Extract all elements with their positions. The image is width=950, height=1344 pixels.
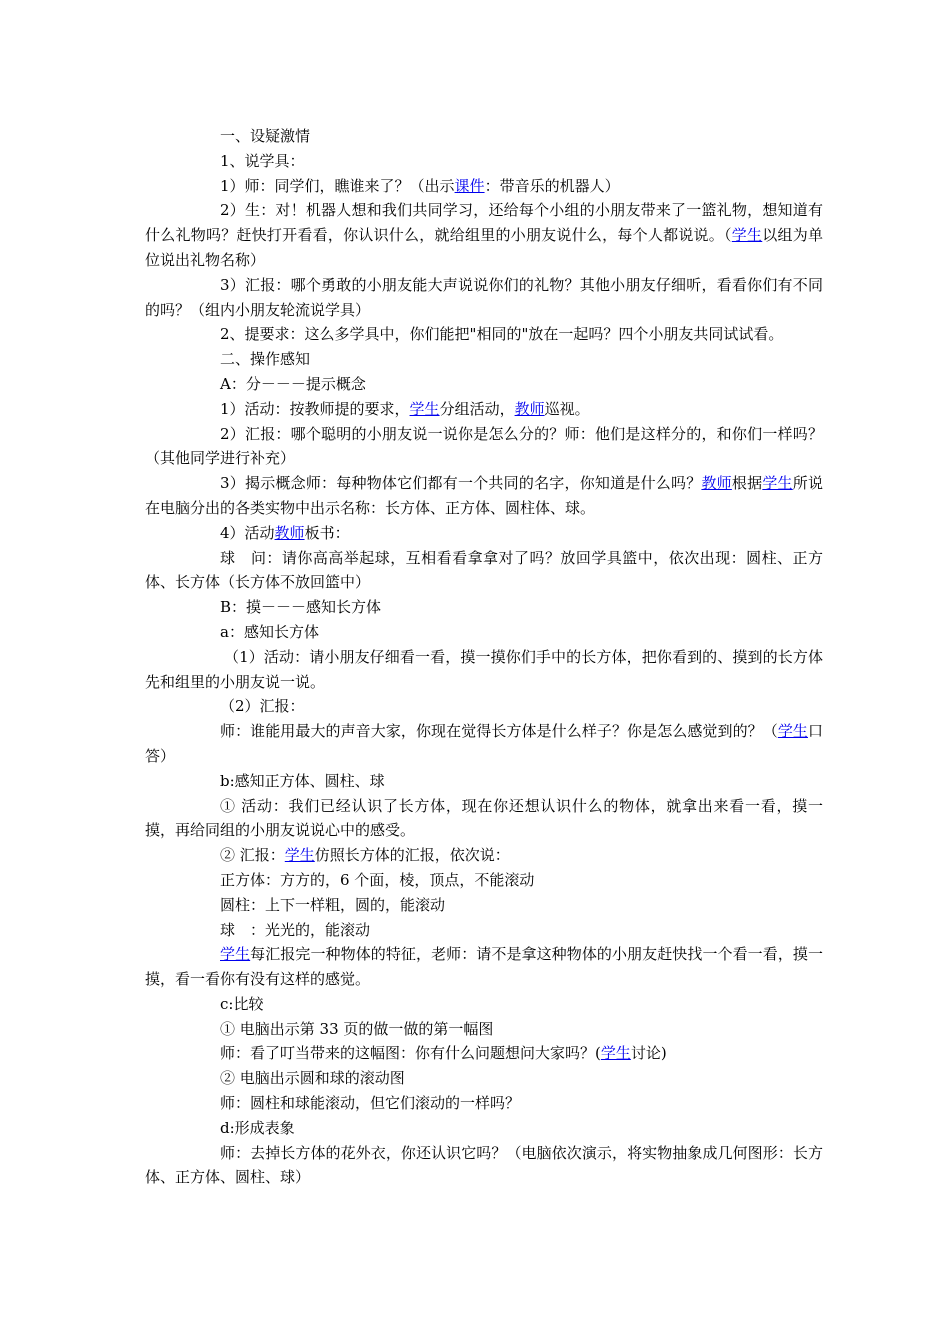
paragraph: [145, 521, 823, 546]
text-run: ① 电脑出示第 33 页的做一做的第一幅图: [220, 1019, 494, 1038]
document-body: [145, 124, 823, 1190]
text-run: 球 问：请你高高举起球，互相看看拿拿对了吗？放回学具篮中，依次出现：圆柱、正方体、长方体（长方体不放回篮中）: [145, 548, 823, 592]
paragraph: [145, 719, 823, 769]
text-run: 分组活动，: [439, 399, 515, 418]
paragraph: [145, 1141, 823, 1191]
hyperlink[interactable]: 学生: [220, 945, 251, 964]
paragraph: [145, 422, 823, 472]
paragraph: [145, 124, 823, 149]
text-run: 所说在电脑分出的各类实物中出示名称：长方体、正方体、圆柱体、球。: [145, 474, 823, 517]
paragraph: [145, 868, 823, 893]
text-run: 讨论): [630, 1044, 667, 1063]
paragraph: [145, 322, 823, 347]
text-run: 师：看了叮当带来的这幅图：你有什么问题想问大家吗？(: [220, 1044, 601, 1063]
hyperlink[interactable]: 学生: [409, 399, 440, 418]
text-run: 1）活动：按教师提的要求，: [220, 399, 410, 418]
paragraph: [145, 694, 823, 719]
text-run: 球 ：光光的，能滚动: [220, 920, 371, 939]
text-run: 3）汇报：哪个勇敢的小朋友能大声说说你们的礼物？其他小朋友仔细听，看看你们有不同的吗？（组内小朋友轮流说学具）: [145, 275, 823, 319]
text-run: 2）生：对！机器人想和我们共同学习，还给每个小组的小朋友带来了一篮礼物，想知道有什么礼物吗？赶快打开看看，你认识什么，就给组里的小朋友说什么，每个人都说说。（: [145, 201, 823, 245]
paragraph: [145, 843, 823, 868]
text-run: 4）活动: [220, 523, 275, 542]
hyperlink[interactable]: 学生: [600, 1044, 631, 1063]
hyperlink[interactable]: 学生: [284, 846, 315, 865]
paragraph: [145, 1066, 823, 1091]
paragraph: [145, 918, 823, 943]
text-run: 3）揭示概念师：每种物体它们都有一个共同的名字，你知道是什么吗？: [220, 474, 702, 493]
text-run: 1、说学具：: [220, 151, 305, 170]
text-run: 一、设疑激情: [220, 127, 311, 145]
text-run: 以组为单位说出礼物名称）: [145, 226, 823, 269]
text-run: （2）汇报：: [220, 697, 305, 716]
paragraph: [145, 794, 823, 844]
text-run: （1）活动：请小朋友仔细看一看，摸一摸你们手中的长方体，把你看到的、摸到的长方体先和组里的小朋友说一说。: [145, 647, 823, 691]
text-run: B：摸－－－感知长方体: [220, 598, 382, 617]
text-run: 根据: [731, 474, 763, 493]
text-run: ① 活动：我们已经认识了长方体，现在你还想认识什么的物体，就拿出来看一看，摸一摸，再给同组的小朋友说说心中的感受。: [145, 796, 823, 840]
text-run: 师：谁能用最大的声音大家，你现在觉得长方体是什么样子？你是怎么感觉到的？（: [220, 722, 778, 741]
text-run: 二、操作感知: [220, 350, 311, 369]
paragraph: [145, 992, 823, 1017]
paragraph: [145, 273, 823, 323]
paragraph: [145, 893, 823, 918]
text-run: 每汇报完一种物体的特征，老师：请不是拿这种物体的小朋友赶快找一个看一看，摸一摸，看一看你有没有这样的感觉。: [145, 945, 823, 989]
text-run: ② 汇报：: [220, 846, 285, 865]
paragraph: [145, 942, 823, 992]
paragraph: [145, 174, 823, 199]
paragraph: [145, 1116, 823, 1141]
hyperlink[interactable]: 教师: [701, 474, 732, 493]
text-run: 师：圆柱和球能滚动，但它们滚动的一样吗？: [220, 1094, 521, 1113]
text-run: 正方体：方方的，6 个面，棱，顶点，不能滚动: [220, 870, 535, 889]
text-run: A：分－－－提示概念: [220, 374, 366, 393]
paragraph: [145, 372, 823, 397]
paragraph: [145, 149, 823, 174]
paragraph: [145, 645, 823, 695]
text-run: 1）师：同学们，瞧谁来了？（出示: [220, 176, 455, 195]
paragraph: [145, 198, 823, 272]
text-run: c:比较: [220, 994, 264, 1013]
text-run: 仿照长方体的汇报，依次说：: [314, 846, 510, 865]
text-run: 巡视。: [544, 399, 590, 418]
paragraph: [145, 1091, 823, 1116]
text-run: 2、提要求：这么多学具中，你们能把"相同的"放在一起吗？四个小朋友共同试试看。: [220, 325, 784, 344]
text-run: ：带音乐的机器人）: [484, 176, 620, 195]
text-run: d:形成表象: [220, 1118, 295, 1137]
paragraph: [145, 1017, 823, 1042]
hyperlink[interactable]: 学生: [777, 722, 808, 741]
text-run: ② 电脑出示圆和球的滚动图: [220, 1069, 405, 1088]
paragraph: [145, 471, 823, 521]
text-run: 圆柱：上下一样粗，圆的，能滚动: [220, 895, 446, 914]
paragraph: [145, 769, 823, 794]
text-run: a：感知长方体: [220, 622, 319, 641]
text-run: 板书：: [304, 523, 350, 542]
text-run: 2）汇报：哪个聪明的小朋友说一说你是怎么分的？师：他们是这样分的，和你们一样吗？（其他同学进行补充）: [145, 424, 823, 468]
paragraph: [145, 347, 823, 372]
hyperlink[interactable]: 课件: [454, 176, 485, 195]
text-run: b:感知正方体、圆柱、球: [220, 771, 385, 790]
text-run: 口答）: [145, 722, 823, 765]
paragraph: [145, 397, 823, 422]
paragraph: [145, 546, 823, 596]
hyperlink[interactable]: 教师: [514, 399, 545, 418]
paragraph: [145, 1041, 823, 1066]
paragraph: [145, 595, 823, 620]
hyperlink[interactable]: 教师: [274, 523, 305, 542]
paragraph: [145, 620, 823, 645]
hyperlink[interactable]: 学生: [731, 226, 763, 245]
hyperlink[interactable]: 学生: [762, 474, 793, 493]
text-run: 师：去掉长方体的花外衣，你还认识它吗？（电脑依次演示，将实物抽象成几何图形：长方体、正方体、圆柱、球）: [145, 1143, 823, 1187]
